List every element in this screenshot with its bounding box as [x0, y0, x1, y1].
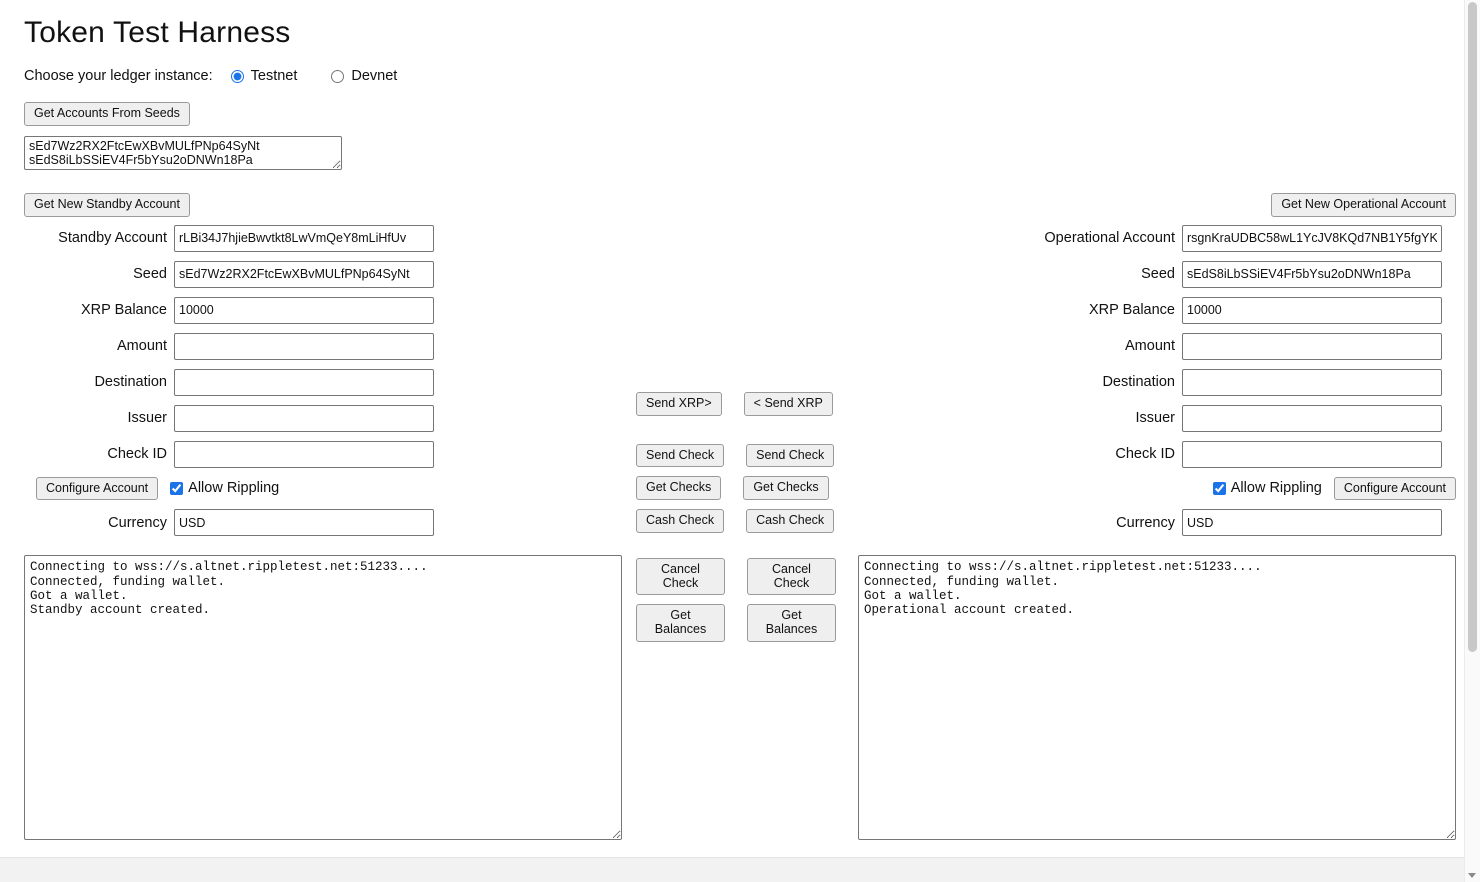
operational-destination-label: Destination [1102, 374, 1175, 390]
standby-currency-input[interactable] [174, 509, 434, 536]
operational-issuer-input[interactable] [1182, 405, 1442, 432]
standby-xrp-balance-input[interactable] [174, 297, 434, 324]
page-title: Token Test Harness [24, 16, 291, 49]
operational-allow-rippling-checkbox[interactable] [1213, 480, 1322, 496]
operational-column [1036, 193, 1456, 546]
operational-amount-row [1036, 333, 1456, 360]
seeds-area [24, 136, 1456, 175]
operational-check-id-label: Check ID [1115, 446, 1175, 462]
standby-currency-label: Currency [108, 514, 167, 531]
operational-xrp-balance-label: XRP Balance [1089, 302, 1175, 318]
cancel-check-standby-button[interactable]: Cancel Check [636, 558, 725, 596]
standby-check-id-row [24, 441, 444, 468]
center-actions-column [636, 193, 836, 651]
standby-account-input[interactable] [174, 225, 434, 252]
operational-xrp-balance-input[interactable] [1182, 297, 1442, 324]
operational-amount-input[interactable] [1182, 333, 1442, 360]
get-balances-row [636, 604, 836, 642]
get-balances-standby-button[interactable]: Get Balances [636, 604, 725, 642]
seeds-textarea[interactable] [24, 136, 342, 170]
page-scrollbar[interactable] [1464, 0, 1480, 882]
standby-seed-input[interactable] [174, 261, 434, 288]
standby-amount-label: Amount [117, 338, 167, 354]
standby-issuer-input[interactable] [174, 405, 434, 432]
standby-check-id-input[interactable] [174, 441, 434, 468]
operational-account-input[interactable] [1182, 225, 1442, 252]
get-new-operational-account-button[interactable]: Get New Operational Account [1271, 193, 1456, 217]
standby-seed-label: Seed [133, 266, 167, 282]
radio-devnet[interactable] [331, 68, 397, 84]
operational-destination-row [1036, 369, 1456, 396]
operational-issuer-label: Issuer [1135, 410, 1175, 426]
operational-destination-input[interactable] [1182, 369, 1442, 396]
cash-check-standby-button[interactable]: Cash Check [636, 509, 724, 533]
operational-allow-rippling-input[interactable] [1213, 482, 1226, 495]
window-bottom-strip [0, 857, 1480, 882]
standby-seed-row [24, 261, 444, 288]
operational-configure-account-button[interactable]: Configure Account [1334, 477, 1456, 501]
standby-destination-row [24, 369, 444, 396]
send-xrp-row [636, 392, 836, 416]
standby-issuer-row [24, 405, 444, 432]
accounts-columns [24, 193, 1456, 636]
radio-testnet-label: Testnet [250, 68, 298, 84]
standby-account-row [24, 225, 444, 252]
operational-check-id-input[interactable] [1182, 441, 1442, 468]
standby-issuer-label: Issuer [127, 410, 167, 426]
radio-devnet-label: Devnet [351, 68, 398, 84]
operational-currency-input[interactable] [1182, 509, 1442, 536]
operational-seed-row [1036, 261, 1456, 288]
standby-account-label: Standby Account [58, 230, 167, 246]
standby-configure-row [36, 477, 444, 501]
get-checks-standby-button[interactable]: Get Checks [636, 476, 721, 500]
scrollbar-thumb[interactable] [1468, 2, 1477, 652]
scroll-down-arrow-icon[interactable] [1468, 873, 1476, 878]
get-new-standby-account-button[interactable]: Get New Standby Account [24, 193, 190, 217]
send-xrp-standby-button[interactable]: Send XRP> [636, 392, 722, 416]
standby-destination-label: Destination [94, 374, 167, 390]
send-xrp-operational-button[interactable]: < Send XRP [744, 392, 833, 416]
ledger-instance-row [24, 68, 1456, 84]
operational-currency-label: Currency [1116, 514, 1175, 531]
operational-log-textarea[interactable] [858, 555, 1456, 840]
operational-amount-label: Amount [1125, 338, 1175, 354]
operational-configure-row [1036, 477, 1456, 501]
get-accounts-from-seeds-button[interactable]: Get Accounts From Seeds [24, 102, 190, 126]
operational-account-label: Operational Account [1044, 230, 1175, 246]
standby-destination-input[interactable] [174, 369, 434, 396]
standby-column [24, 193, 444, 546]
operational-xrp-balance-row [1036, 297, 1456, 324]
ledger-instance-label: Choose your ledger instance: [24, 68, 213, 84]
radio-devnet-input[interactable] [331, 70, 344, 83]
get-checks-operational-button[interactable]: Get Checks [743, 476, 828, 500]
send-check-operational-button[interactable]: Send Check [746, 444, 834, 468]
standby-log-textarea[interactable] [24, 555, 622, 840]
operational-seed-label: Seed [1141, 266, 1175, 282]
standby-configure-account-button[interactable]: Configure Account [36, 477, 158, 501]
standby-new-account-row [24, 193, 444, 217]
operational-seed-input[interactable] [1182, 261, 1442, 288]
get-checks-row [636, 476, 836, 500]
standby-currency-row [24, 509, 444, 536]
operational-new-account-row [1036, 193, 1456, 217]
operational-issuer-row [1036, 405, 1456, 432]
operational-allow-rippling-label: Allow Rippling [1230, 480, 1322, 497]
standby-amount-row [24, 333, 444, 360]
standby-xrp-balance-label: XRP Balance [81, 302, 167, 318]
standby-xrp-balance-row [24, 297, 444, 324]
operational-currency-row [1036, 509, 1456, 536]
radio-testnet[interactable] [231, 68, 298, 84]
cash-check-row [636, 509, 836, 533]
standby-allow-rippling-label: Allow Rippling [188, 480, 280, 497]
standby-check-id-label: Check ID [107, 446, 167, 462]
radio-testnet-input[interactable] [231, 70, 244, 83]
send-check-standby-button[interactable]: Send Check [636, 444, 724, 468]
standby-allow-rippling-checkbox[interactable] [170, 480, 279, 496]
cash-check-operational-button[interactable]: Cash Check [746, 509, 834, 533]
cancel-check-operational-button[interactable]: Cancel Check [747, 558, 836, 596]
send-check-row [636, 444, 836, 468]
cancel-check-row [636, 558, 836, 596]
operational-account-row [1036, 225, 1456, 252]
standby-amount-input[interactable] [174, 333, 434, 360]
operational-check-id-row [1036, 441, 1456, 468]
standby-allow-rippling-input[interactable] [170, 482, 183, 495]
get-balances-operational-button[interactable]: Get Balances [747, 604, 836, 642]
